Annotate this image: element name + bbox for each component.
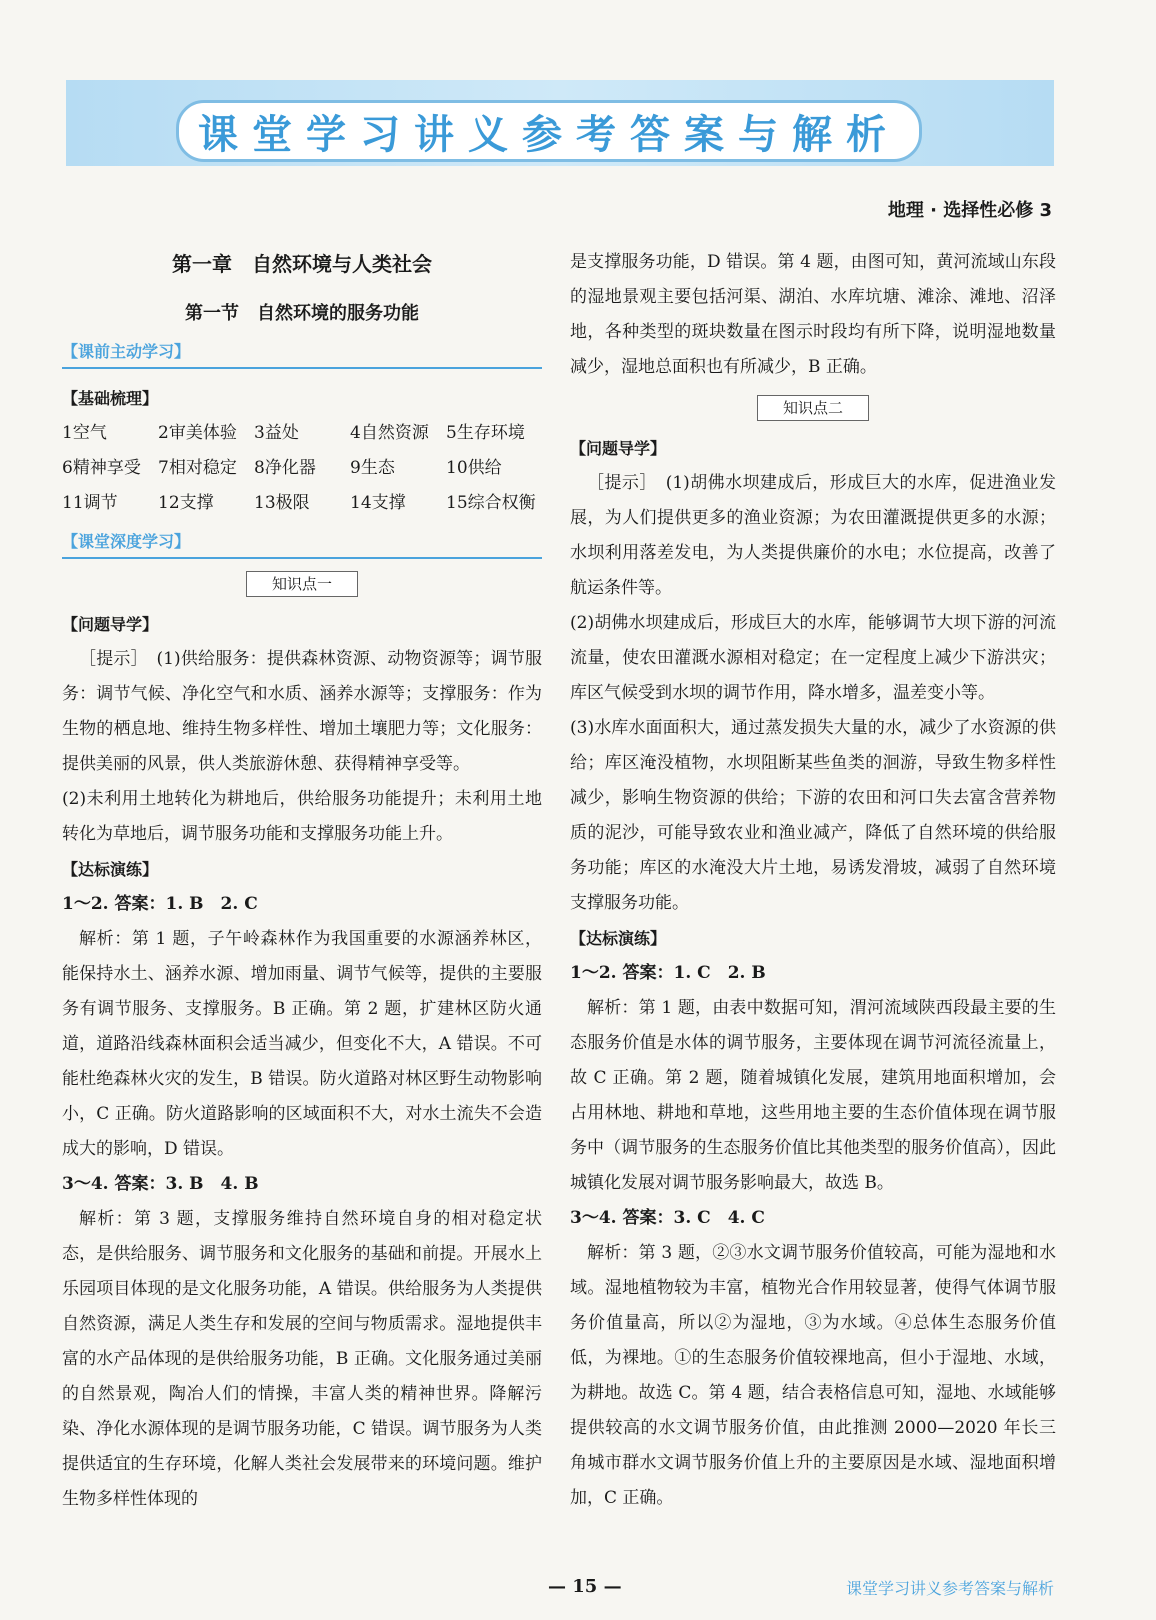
basics-row [62, 486, 542, 521]
basics-item: 7相对稳定 [158, 458, 237, 478]
explanation: 解析：第 3 题，②③水文调节服务价值较高，可能为湿地和水域。湿地植物较为丰富，植物光合作用较显著，使得气体调节服务价值量高，所以②为湿地，③为水域。④总体生态服务价值低，为裸地。①的生态服务价值较裸地高，但小于湿地、水域，为耕地。故选 C。第 4 题，结合表格信息可知，湿地、水域能够提供较高的水文调节服务价值，由此推测 2000—2020 年长三角城市群水文调节服务价值上升的主要原因是水域、湿地面积增加，C 正确。 [570, 1243, 1056, 1508]
hint-paragraph: ［提示］ (1)胡佛水坝建成后，形成巨大的水库，促进渔业发展，为人们提供更多的渔业资源；为农田灌溉提供更多的水源；水坝利用落差发电，为人类提供廉价的水电；水位提高，改善了航运条件等。 [570, 473, 1056, 598]
question-heading: 【问题导学】 [570, 439, 667, 458]
basics-item: 9生态 [350, 458, 395, 478]
basics-item: 12支撑 [158, 493, 214, 513]
basics-item: 2审美体验 [158, 423, 237, 443]
part-heading: 【课前主动学习】 [62, 337, 542, 369]
explanation: 解析：第 1 题，子午岭森林作为我国重要的水源涵养林区，能保持水土、涵养水源、增加雨量、调节气候等，提供的主要服务有调节服务、支撑服务。B 正确。第 2 题，扩建林区防火通道，道路沿线森林面积会适当减少，但变化不大，A 错误。不可能杜绝森林火灾的发生，B 错误。防火道路对林区野生动物影响小，C 正确。防火道路影响的区域面积不大，对水土流失不会造成大的影响，D 错误。 [62, 929, 542, 1159]
basics-item: 15综合权衡 [446, 493, 536, 513]
part-heading: 【课堂深度学习】 [62, 527, 542, 559]
basics-item: 3益处 [254, 423, 299, 443]
footer-title: 课堂学习讲义参考答案与解析 [845, 1579, 1054, 1598]
answer-heading: 3～4. 答案：3. B 4. B [62, 1174, 259, 1194]
header-banner [66, 80, 1054, 166]
subject-label: 地理 · 选择性必修 3 [887, 200, 1052, 221]
basics-row [62, 451, 542, 486]
basics-item: 1空气 [62, 423, 107, 443]
left-column [62, 245, 542, 1517]
practice-heading: 【达标演练】 [570, 929, 667, 948]
hint-paragraph: (3)水库水面面积大，通过蒸发损失大量的水，减少了水资源的供给；库区淹没植物，水坝阻断某些鱼类的洄游，导致生物多样性减少，影响生物资源的供给；下游的农田和河口失去富含营养物质的泥沙，可能导致农业和渔业减产，降低了自然环境的供给服务功能；库区的水淹没大片土地，易诱发滑坡，减弱了自然环境支撑服务功能。 [570, 718, 1056, 913]
practice-heading: 【达标演练】 [62, 860, 159, 879]
basics-item: 14支撑 [350, 493, 406, 513]
explanation: 解析：第 3 题，支撑服务维持自然环境自身的相对稳定状态，是供给服务、调节服务和文化服务的基础和前提。开展水上乐园项目体现的是文化服务功能，A 错误。供给服务为人类提供自然资源，满足人类生存和发展的空间与物质需求。湿地提供丰富的水产品体现的是供给服务功能，B 正确。文化服务通过美丽的自然景观，陶冶人们的情操，丰富人类的精神世界。降解污染、净化水源体现的是调节服务功能，C 错误。调节服务为人类提供适宜的生存环境，化解人类社会发展带来的环境问题。维护生物多样性体现的 [62, 1209, 542, 1509]
basics-item: 8净化器 [254, 458, 316, 478]
continued-text: 是支撑服务功能，D 错误。第 4 题，由图可知，黄河流域山东段的湿地景观主要包括河渠、湖泊、水库坑塘、滩涂、滩地、沼泽地，各种类型的斑块数量在图示时段均有所下降，说明湿地数量减少，湿地总面积也有所减少，B 正确。 [570, 252, 1056, 377]
basics-heading: 【基础梳理】 [62, 389, 159, 408]
basics-item: 10供给 [446, 458, 502, 478]
hint-paragraph: (2)胡佛水坝建成后，形成巨大的水库，能够调节大坝下游的河流流量，使农田灌溉水源相对稳定；在一定程度上减少下游洪灾；库区气候受到水坝的调节作用，降水增多，温差变小等。 [570, 613, 1056, 703]
answer-heading: 3～4. 答案：3. C 4. C [570, 1208, 765, 1228]
question-heading: 【问题导学】 [62, 615, 159, 634]
hint-paragraph: (2)未利用土地转化为耕地后，供给服务功能提升；未利用土地转化为草地后，调节服务功能和支撑服务功能上升。 [62, 789, 542, 844]
hint-paragraph: ［提示］ (1)供给服务：提供森林资源、动物资源等；调节服务：调节气候、净化空气和水质、涵养水源等；支撑服务：作为生物的栖息地、维持生物多样性、增加土壤肥力等；文化服务：提供美丽的风景，供人类旅游休憩、获得精神享受等。 [62, 649, 542, 774]
basics-row [62, 416, 542, 451]
knowledge-point-label: 知识点二 [757, 395, 869, 421]
basics-item: 11调节 [62, 493, 118, 513]
basics-item: 4自然资源 [350, 423, 429, 443]
basics-item: 13极限 [254, 493, 310, 513]
section-title: 第一节 自然环境的服务功能 [185, 303, 419, 324]
answer-heading: 1～2. 答案：1. B 2. C [62, 894, 258, 914]
basics-item: 5生存环境 [446, 423, 525, 443]
explanation: 解析：第 1 题，由表中数据可知，渭河流域陕西段最主要的生态服务价值是水体的调节服务，主要体现在调节河流径流量上，故 C 正确。第 2 题，随着城镇化发展，建筑用地面积增加，会占用林地、耕地和草地，这些用地主要的生态价值体现在调节服务中（调节服务的生态服务价值比其他类型的服务价值高），因此城镇化发展对调节服务影响最大，故选 B。 [570, 998, 1056, 1193]
chapter-title: 第一章 自然环境与人类社会 [172, 252, 432, 276]
answer-heading: 1～2. 答案：1. C 2. B [570, 963, 766, 983]
banner-title: 课堂学习讲义参考答案与解析 [176, 100, 922, 162]
basics-grid [62, 416, 542, 521]
page-number: — 15 — [548, 1576, 622, 1597]
right-column [570, 245, 1056, 1516]
knowledge-point-label: 知识点一 [246, 571, 358, 597]
basics-item: 6精神享受 [62, 458, 141, 478]
